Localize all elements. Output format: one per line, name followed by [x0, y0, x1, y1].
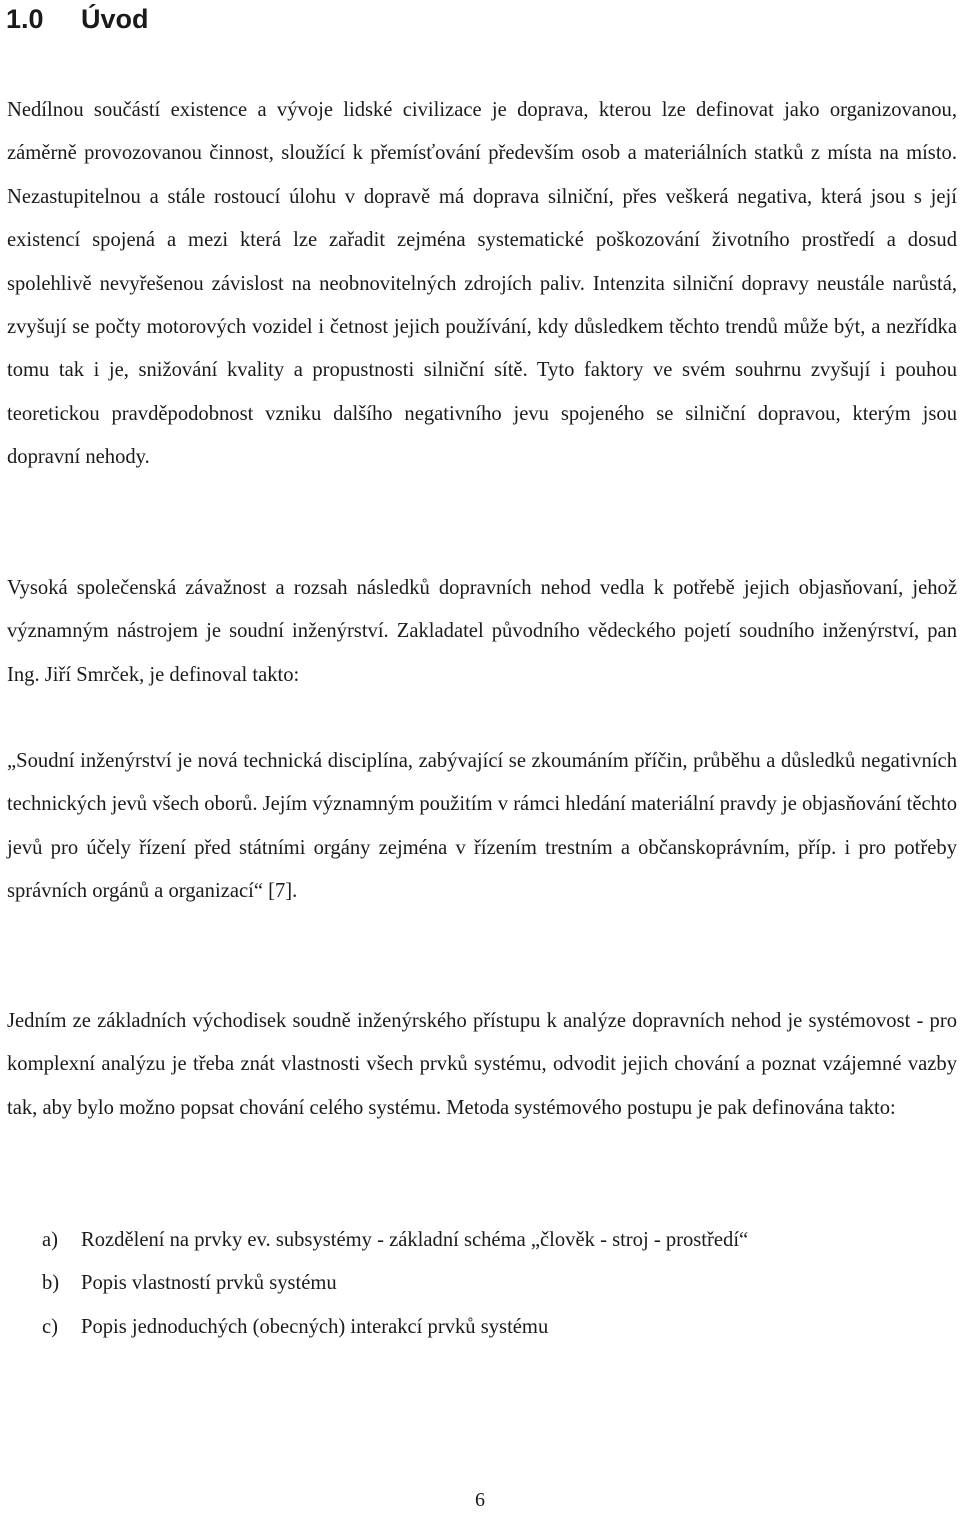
list-item-text: Popis jednoduchých (obecných) interakcí prvků systému	[81, 1315, 549, 1338]
list-item-text: Rozdělení na prvky ev. subsystémy - základní schéma „člověk - stroj - prostředí“	[81, 1229, 749, 1251]
list-marker: b)	[42, 1272, 60, 1295]
chapter-title: Úvod	[81, 4, 149, 34]
paragraph-forensic-engineering: Vysoká společenská závažnost a rozsah následků dopravních nehod vedla k potřebě jejich objasňovaní, jehož významným nástrojem je soudní inženýrství. Zakladatel původního vědeckého pojetí soudního inženýrství, pan Ing. Jiří Smrček, je definoval takto:	[7, 577, 957, 686]
list-item-text: Popis vlastností prvků systému	[81, 1272, 337, 1295]
list-marker: c)	[42, 1315, 58, 1338]
list-item	[42, 1262, 748, 1305]
list-item	[42, 1306, 748, 1349]
list-marker: a)	[42, 1229, 58, 1251]
paragraph-definition-quote: „Soudní inženýrství je nová technická disciplína, zabývající se zkoumáním příčin, průběhu a důsledků negativních technických jevů všech oborů. Jejím významným použitím v rámci hledání materiální pravdy je objasňování těchto jevů pro účely řízení před státními orgány zejména v řízením trestním a občanskoprávním, příp. i pro potřeby správních orgánů a organizací“ [7].	[7, 750, 957, 903]
list-item	[42, 1219, 748, 1262]
method-steps-list	[42, 1219, 748, 1349]
page-number: 6	[475, 1489, 485, 1511]
paragraph-intro: Nedílnou součástí existence a vývoje lidské civilizace je doprava, kterou lze definovat jako organizovanou, záměrně provozovanou činnost, sloužící k přemísťování především osob a materiálních statků z místa na místo. Nezastupitelnou a stále rostoucí úlohu v dopravě má doprava silniční, přes veškerá negativa, která jsou s její existencí spojená a mezi která lze zařadit zejména systematické poškozování životního prostředí a dosud spolehlivě nevyřešenou závislost na neobnovitelných zdrojích paliv. Intenzita silniční dopravy neustále narůstá, zvyšují se počty motorových vozidel i četnost jejich používání, kdy důsledkem těchto trendů může být, a nezřídka tomu tak i je, snižování kvality a propustnosti silniční sítě. Tyto faktory ve svém souhrnu zvyšují i pouhou teoretickou pravděpodobnost vzniku dalšího negativního jevu spojeného se silniční dopravou, kterým jsou dopravní nehody.	[7, 99, 957, 469]
chapter-number: 1.0	[6, 4, 44, 34]
chapter-heading	[6, 2, 149, 36]
paragraph-systems-approach: Jedním ze základních východisek soudně inženýrského přístupu k analýze dopravních nehod je systémovost - pro komplexní analýzu je třeba znát vlastnosti všech prvků systému, odvodit jejich chování a poznat vzájemné vazby tak, aby bylo možno popsat chování celého systému. Metoda systémového postupu je pak definována takto:	[7, 1010, 957, 1119]
